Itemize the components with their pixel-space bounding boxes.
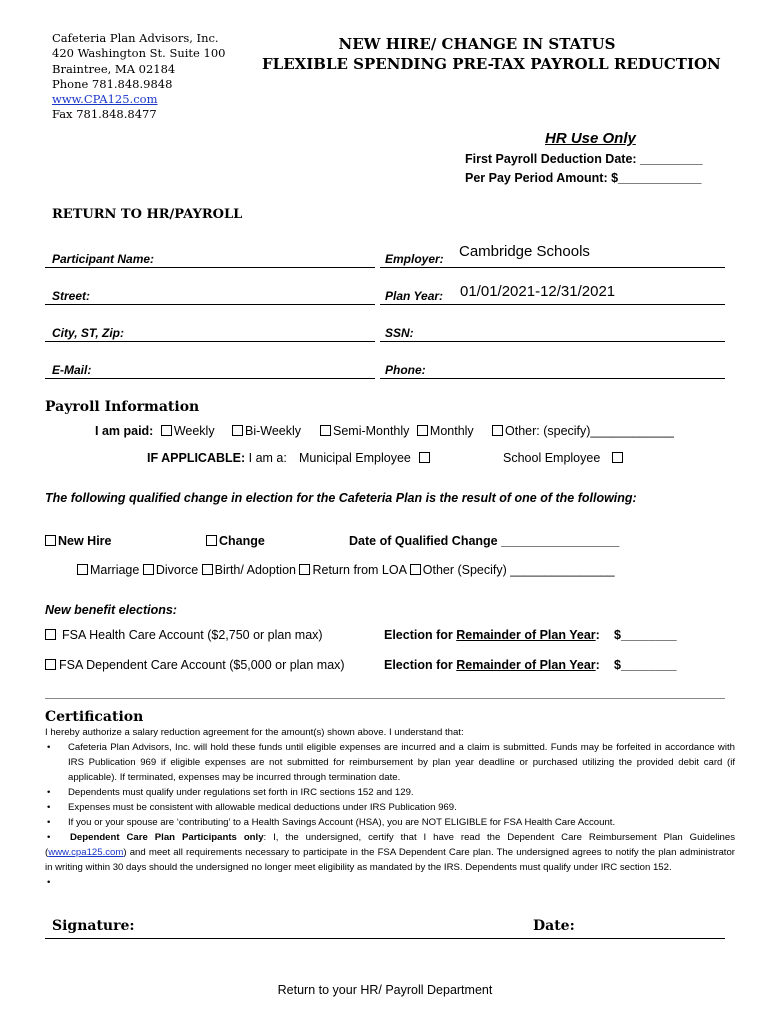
fsa-health-election-label <box>384 628 600 642</box>
plan-year-line <box>380 304 725 305</box>
if-applicable-label: IF APPLICABLE: <box>147 451 246 465</box>
weekly-label: Weekly <box>173 424 215 438</box>
certification-bullet-2: • Dependents must qualify under regulations set forth in IRC sections 152 and 129. <box>45 785 735 800</box>
remainder-of-plan-year-text: Remainder of Plan Year <box>456 628 596 642</box>
ssn-label: SSN: <box>385 326 414 340</box>
certification-intro: I hereby authorize a salary reduction agreement for the amount(s) shown above. I understand that: <box>45 727 464 738</box>
certification-bullet-5: • Dependent Care Plan Participants only: I, the undersigned, certify that I have read the Dependent Care Reimbursement Plan Guidelines (www.cpa125.com) and meet all requirements necessary to participate in the FSA Dependent Care plan. The undersigned agrees to notify the plan administrator in writing within 30 days should the undersigned no longer meet eligibility as mandated by the IRS. Dependents must qualify under IRC section 152. <box>45 832 736 873</box>
ssn-line[interactable] <box>380 341 725 342</box>
first-deduction-date-field[interactable]: First Payroll Deduction Date: _________ <box>465 152 703 166</box>
fsa-health-label: FSA Health Care Account ($2,750 or plan max) <box>62 628 323 642</box>
bullet5-text-a: : I, the undersigned, certify that I have read the Dependent Care Reimbursement Plan Guidelines ( <box>45 832 736 858</box>
i-am-a-label: I am a: <box>245 451 287 465</box>
fsa-health-amount-field[interactable]: $________ <box>614 628 677 642</box>
new-hire-option <box>45 534 112 548</box>
certification-empty-bullet <box>45 875 735 890</box>
employee-type-row <box>147 451 287 465</box>
fsa-dependent-label: FSA Dependent Care Account ($5,000 or plan max) <box>59 658 345 672</box>
fsa-health-checkbox[interactable] <box>45 629 56 640</box>
monthly-label: Monthly <box>429 424 474 438</box>
return-to-hr-heading: RETURN TO HR/PAYROLL <box>52 207 243 222</box>
per-pay-amount-field[interactable]: Per Pay Period Amount: $____________ <box>465 171 702 185</box>
semimonthly-checkbox[interactable] <box>320 425 331 436</box>
fsa-dependent-amount-field[interactable]: $________ <box>614 658 677 672</box>
hr-use-only-heading: HR Use Only <box>545 130 636 147</box>
cpa125-link[interactable]: www.cpa125.com <box>48 847 124 858</box>
footer-instructions: Return to your HR/ Payroll Department <box>277 983 493 997</box>
other-pay-label: Other: (specify)____________ <box>505 424 674 438</box>
change-checkbox[interactable] <box>206 535 217 546</box>
change-option <box>206 534 265 548</box>
other-pay-option <box>492 424 674 438</box>
form-title-line2: FLEXIBLE SPENDING PRE-TAX PAYROLL REDUCTION <box>262 55 721 73</box>
signature-label: Signature: <box>52 918 135 934</box>
date-label: Date: <box>533 918 575 934</box>
remainder-of-plan-year-text: Remainder of Plan Year <box>456 658 596 672</box>
email-line[interactable] <box>45 378 375 379</box>
return-loa-checkbox[interactable] <box>299 564 310 575</box>
biweekly-option <box>232 424 301 438</box>
other-event-checkbox[interactable] <box>410 564 421 575</box>
election-for-text: Election for <box>384 628 457 642</box>
company-street: 420 Washington St. Suite 100 <box>52 46 226 61</box>
employer-line <box>380 267 725 268</box>
signature-row[interactable] <box>45 914 725 939</box>
section-divider <box>45 698 725 699</box>
qualified-change-statement: The following qualified change in election for the Cafeteria Plan is the result of one of the following: <box>45 491 637 505</box>
school-checkbox[interactable] <box>612 452 623 463</box>
birth-adoption-label: Birth/ Adoption <box>214 563 296 577</box>
participant-name-label: Participant Name: <box>52 252 155 266</box>
form-title <box>262 34 721 74</box>
fsa-dependent-option <box>45 658 345 672</box>
street-label: Street: <box>52 289 91 303</box>
company-phone: Phone 781.848.9848 <box>52 76 173 91</box>
certification-text <box>45 725 735 890</box>
form-title-line1: NEW HIRE/ CHANGE IN STATUS <box>338 35 616 53</box>
date-of-qualified-change-field[interactable]: Date of Qualified Change _________________ <box>349 534 620 548</box>
marriage-label: Marriage <box>90 563 140 577</box>
other-pay-checkbox[interactable] <box>492 425 503 436</box>
return-loa-label: Return from LOA <box>312 563 407 577</box>
biweekly-label: Bi-Weekly <box>245 424 302 438</box>
company-city: Braintree, MA 02184 <box>52 61 176 76</box>
pay-frequency-row <box>95 424 215 438</box>
dependent-care-bold: Dependent Care Plan Participants only <box>70 832 264 843</box>
biweekly-checkbox[interactable] <box>232 425 243 436</box>
school-option <box>503 451 625 465</box>
qualifying-events-row <box>77 563 615 577</box>
phone-line[interactable] <box>380 378 725 379</box>
change-label: Change <box>219 534 265 548</box>
email-label: E-Mail: <box>52 363 92 377</box>
employer-value[interactable]: Cambridge Schools <box>459 243 590 260</box>
election-for-text: Election for <box>384 658 457 672</box>
company-fax: Fax 781.848.8477 <box>52 107 157 122</box>
municipal-label: Municipal Employee <box>299 451 411 465</box>
fsa-dependent-election-label <box>384 658 600 672</box>
company-address-block <box>52 31 225 123</box>
weekly-checkbox[interactable] <box>161 425 172 436</box>
i-am-paid-label: I am paid: <box>95 424 154 438</box>
monthly-checkbox[interactable] <box>417 425 428 436</box>
street-line[interactable] <box>45 304 375 305</box>
bullet5-text-b: ) and meet all requirements necessary to participate in the FSA Dependent Care plan. The undersigned agrees to notify the plan administrator in writing within 30 days should the undersigned no longer meet eligibility as mandated by the IRS. Dependents must qualify under IRC section 152. <box>45 847 735 873</box>
certification-bullet-4: • If you or your spouse are ‘contributing’ to a Health Savings Account (HSA), you are NOT ELIGIBLE for FSA Health Care Account. <box>45 815 735 830</box>
fsa-health-option <box>45 628 323 642</box>
fsa-dependent-checkbox[interactable] <box>45 659 56 670</box>
municipal-checkbox[interactable] <box>419 452 430 463</box>
new-benefit-elections-heading: New benefit elections: <box>45 603 177 617</box>
municipal-option <box>299 451 432 465</box>
plan-year-label: Plan Year: <box>385 289 444 303</box>
payroll-info-heading: Payroll Information <box>45 399 200 415</box>
new-hire-checkbox[interactable] <box>45 535 56 546</box>
colon-text: : <box>595 658 600 672</box>
semimonthly-option <box>320 424 474 438</box>
certification-bullet-1: • Cafeteria Plan Advisors, Inc. will hold these funds until eligible expenses are incurred and a claim is submitted. Funds may be forfeited in accordance with IRS Publication 969 if eligible expenses are not submitted for reimbursement by plan year deadline or purchased utilizing the provided debit card (if applicable). If terminated, expenses may be incurred through termination date. <box>45 740 735 785</box>
certification-heading: Certification <box>45 709 144 725</box>
plan-year-value[interactable]: 01/01/2021-12/31/2021 <box>460 283 616 300</box>
certification-bullet-3: • Expenses must be consistent with allowable medical deductions under IRS Publication 969. <box>45 800 735 815</box>
colon-text: : <box>595 628 600 642</box>
semimonthly-label: Semi-Monthly <box>333 424 410 438</box>
new-hire-label: New Hire <box>58 534 112 548</box>
divorce-label: Divorce <box>155 563 199 577</box>
school-label: School Employee <box>503 451 601 465</box>
city-state-zip-line[interactable] <box>45 341 375 342</box>
other-event-label: Other (Specify) _______________ <box>422 563 615 577</box>
city-state-zip-label: City, ST, Zip: <box>52 326 124 340</box>
company-website-link[interactable]: www.CPA125.com <box>52 92 158 107</box>
divorce-checkbox[interactable] <box>143 564 154 575</box>
company-name: Cafeteria Plan Advisors, Inc. <box>52 31 219 45</box>
birth-adoption-checkbox[interactable] <box>202 564 213 575</box>
employer-label: Employer: <box>385 252 444 266</box>
phone-label: Phone: <box>385 363 426 377</box>
participant-name-line[interactable] <box>45 267 375 268</box>
marriage-checkbox[interactable] <box>77 564 88 575</box>
